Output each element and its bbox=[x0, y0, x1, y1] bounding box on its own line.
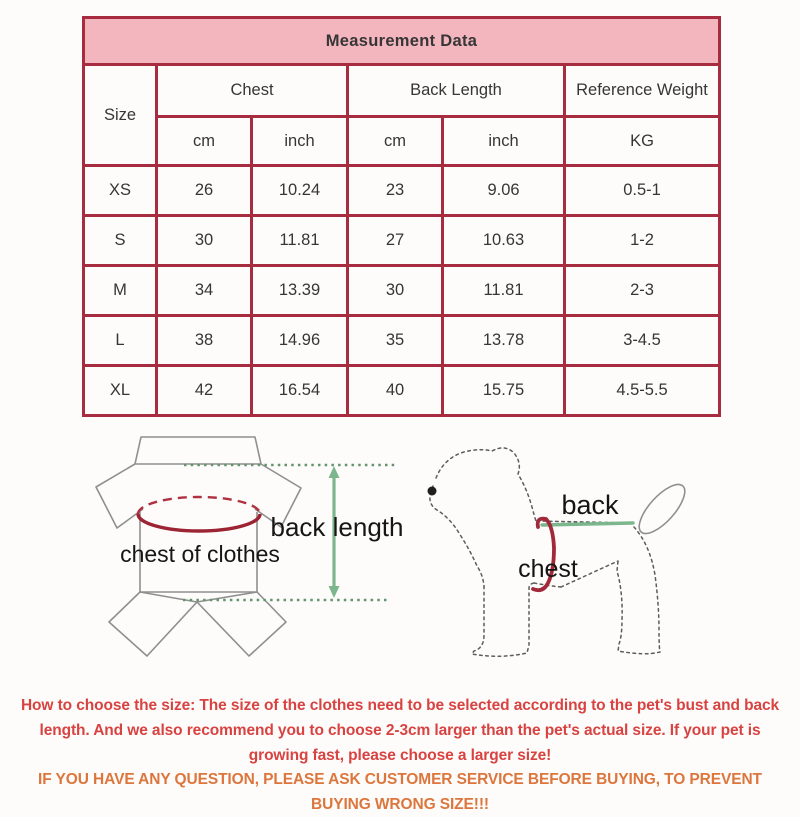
cell-bl-inch: 11.81 bbox=[443, 266, 565, 316]
cell-size: L bbox=[84, 316, 157, 366]
garment-right-leg-flap bbox=[197, 592, 286, 656]
cell-size: XS bbox=[84, 166, 157, 216]
col-header-size: Size bbox=[84, 65, 157, 166]
cell-kg: 0.5-1 bbox=[565, 166, 720, 216]
chest-girth-ellipse-dashed-top bbox=[138, 497, 260, 514]
measurement-table bbox=[82, 16, 721, 417]
dog-tail bbox=[632, 478, 692, 541]
cell-bl-cm: 40 bbox=[348, 366, 443, 416]
chest-of-clothes-label: chest of clothes bbox=[120, 541, 280, 567]
unit-weight-kg: KG bbox=[565, 117, 720, 166]
cell-kg: 2-3 bbox=[565, 266, 720, 316]
table-row-xl bbox=[84, 366, 720, 416]
back-length-label: back length bbox=[270, 512, 404, 542]
cell-size: XL bbox=[84, 366, 157, 416]
cell-kg: 4.5-5.5 bbox=[565, 366, 720, 416]
size-advice-note: How to choose the size: The size of the clothes need to be selected according to the pet's bust and back length. And we also recommend you to choose 2-3cm larger than the pet's actual size. If your pet is growing fast, please choose a larger size! bbox=[20, 696, 780, 764]
col-header-reference-weight: Reference Weight bbox=[565, 65, 720, 117]
cell-bl-cm: 23 bbox=[348, 166, 443, 216]
cell-chest-cm: 38 bbox=[157, 316, 252, 366]
cell-chest-inch: 10.24 bbox=[252, 166, 348, 216]
unit-backlength-cm: cm bbox=[348, 117, 443, 166]
cell-bl-inch: 9.06 bbox=[443, 166, 565, 216]
cell-bl-inch: 15.75 bbox=[443, 366, 565, 416]
chest-girth-ellipse-solid-bottom bbox=[138, 514, 260, 531]
customer-service-warning: IF YOU HAVE ANY QUESTION, PLEASE ASK CUSTOMER SERVICE BEFORE BUYING, TO PREVENT BUYING WRONG SIZE!!! bbox=[38, 770, 762, 813]
dog-front-leg bbox=[472, 583, 534, 656]
table-row-xs bbox=[84, 166, 720, 216]
dog-diagram bbox=[430, 448, 660, 656]
dog-face-chest-outline bbox=[430, 486, 484, 586]
table-row-s bbox=[84, 216, 720, 266]
unit-chest-inch: inch bbox=[252, 117, 348, 166]
cell-size: S bbox=[84, 216, 157, 266]
cell-chest-cm: 34 bbox=[157, 266, 252, 316]
table-row-m bbox=[84, 266, 720, 316]
table-title: Measurement Data bbox=[84, 18, 720, 65]
cell-bl-inch: 10.63 bbox=[443, 216, 565, 266]
table-row-l bbox=[84, 316, 720, 366]
unit-backlength-inch: inch bbox=[443, 117, 565, 166]
garment-left-leg-flap bbox=[109, 592, 197, 656]
col-header-chest: Chest bbox=[157, 65, 348, 117]
dog-back-measure-line bbox=[542, 523, 633, 525]
cell-chest-cm: 26 bbox=[157, 166, 252, 216]
cell-chest-inch: 13.39 bbox=[252, 266, 348, 316]
dog-chest-label: chest bbox=[518, 555, 578, 583]
dog-nose-dot bbox=[428, 487, 437, 496]
unit-chest-cm: cm bbox=[157, 117, 252, 166]
dog-rear-leg bbox=[617, 527, 660, 654]
dog-back-label: back bbox=[561, 490, 619, 520]
cell-bl-cm: 30 bbox=[348, 266, 443, 316]
cell-chest-inch: 16.54 bbox=[252, 366, 348, 416]
cell-chest-inch: 11.81 bbox=[252, 216, 348, 266]
col-header-back-length: Back Length bbox=[348, 65, 565, 117]
cell-bl-inch: 13.78 bbox=[443, 316, 565, 366]
cell-chest-inch: 14.96 bbox=[252, 316, 348, 366]
garment-left-sleeve bbox=[96, 464, 143, 528]
dog-head-outline bbox=[436, 448, 536, 521]
cell-kg: 3-4.5 bbox=[565, 316, 720, 366]
cell-size: M bbox=[84, 266, 157, 316]
measurement-diagrams bbox=[0, 425, 800, 670]
cell-bl-cm: 27 bbox=[348, 216, 443, 266]
cell-chest-cm: 30 bbox=[157, 216, 252, 266]
cell-chest-cm: 42 bbox=[157, 366, 252, 416]
cell-kg: 1-2 bbox=[565, 216, 720, 266]
cell-bl-cm: 35 bbox=[348, 316, 443, 366]
garment-collar bbox=[135, 437, 261, 464]
